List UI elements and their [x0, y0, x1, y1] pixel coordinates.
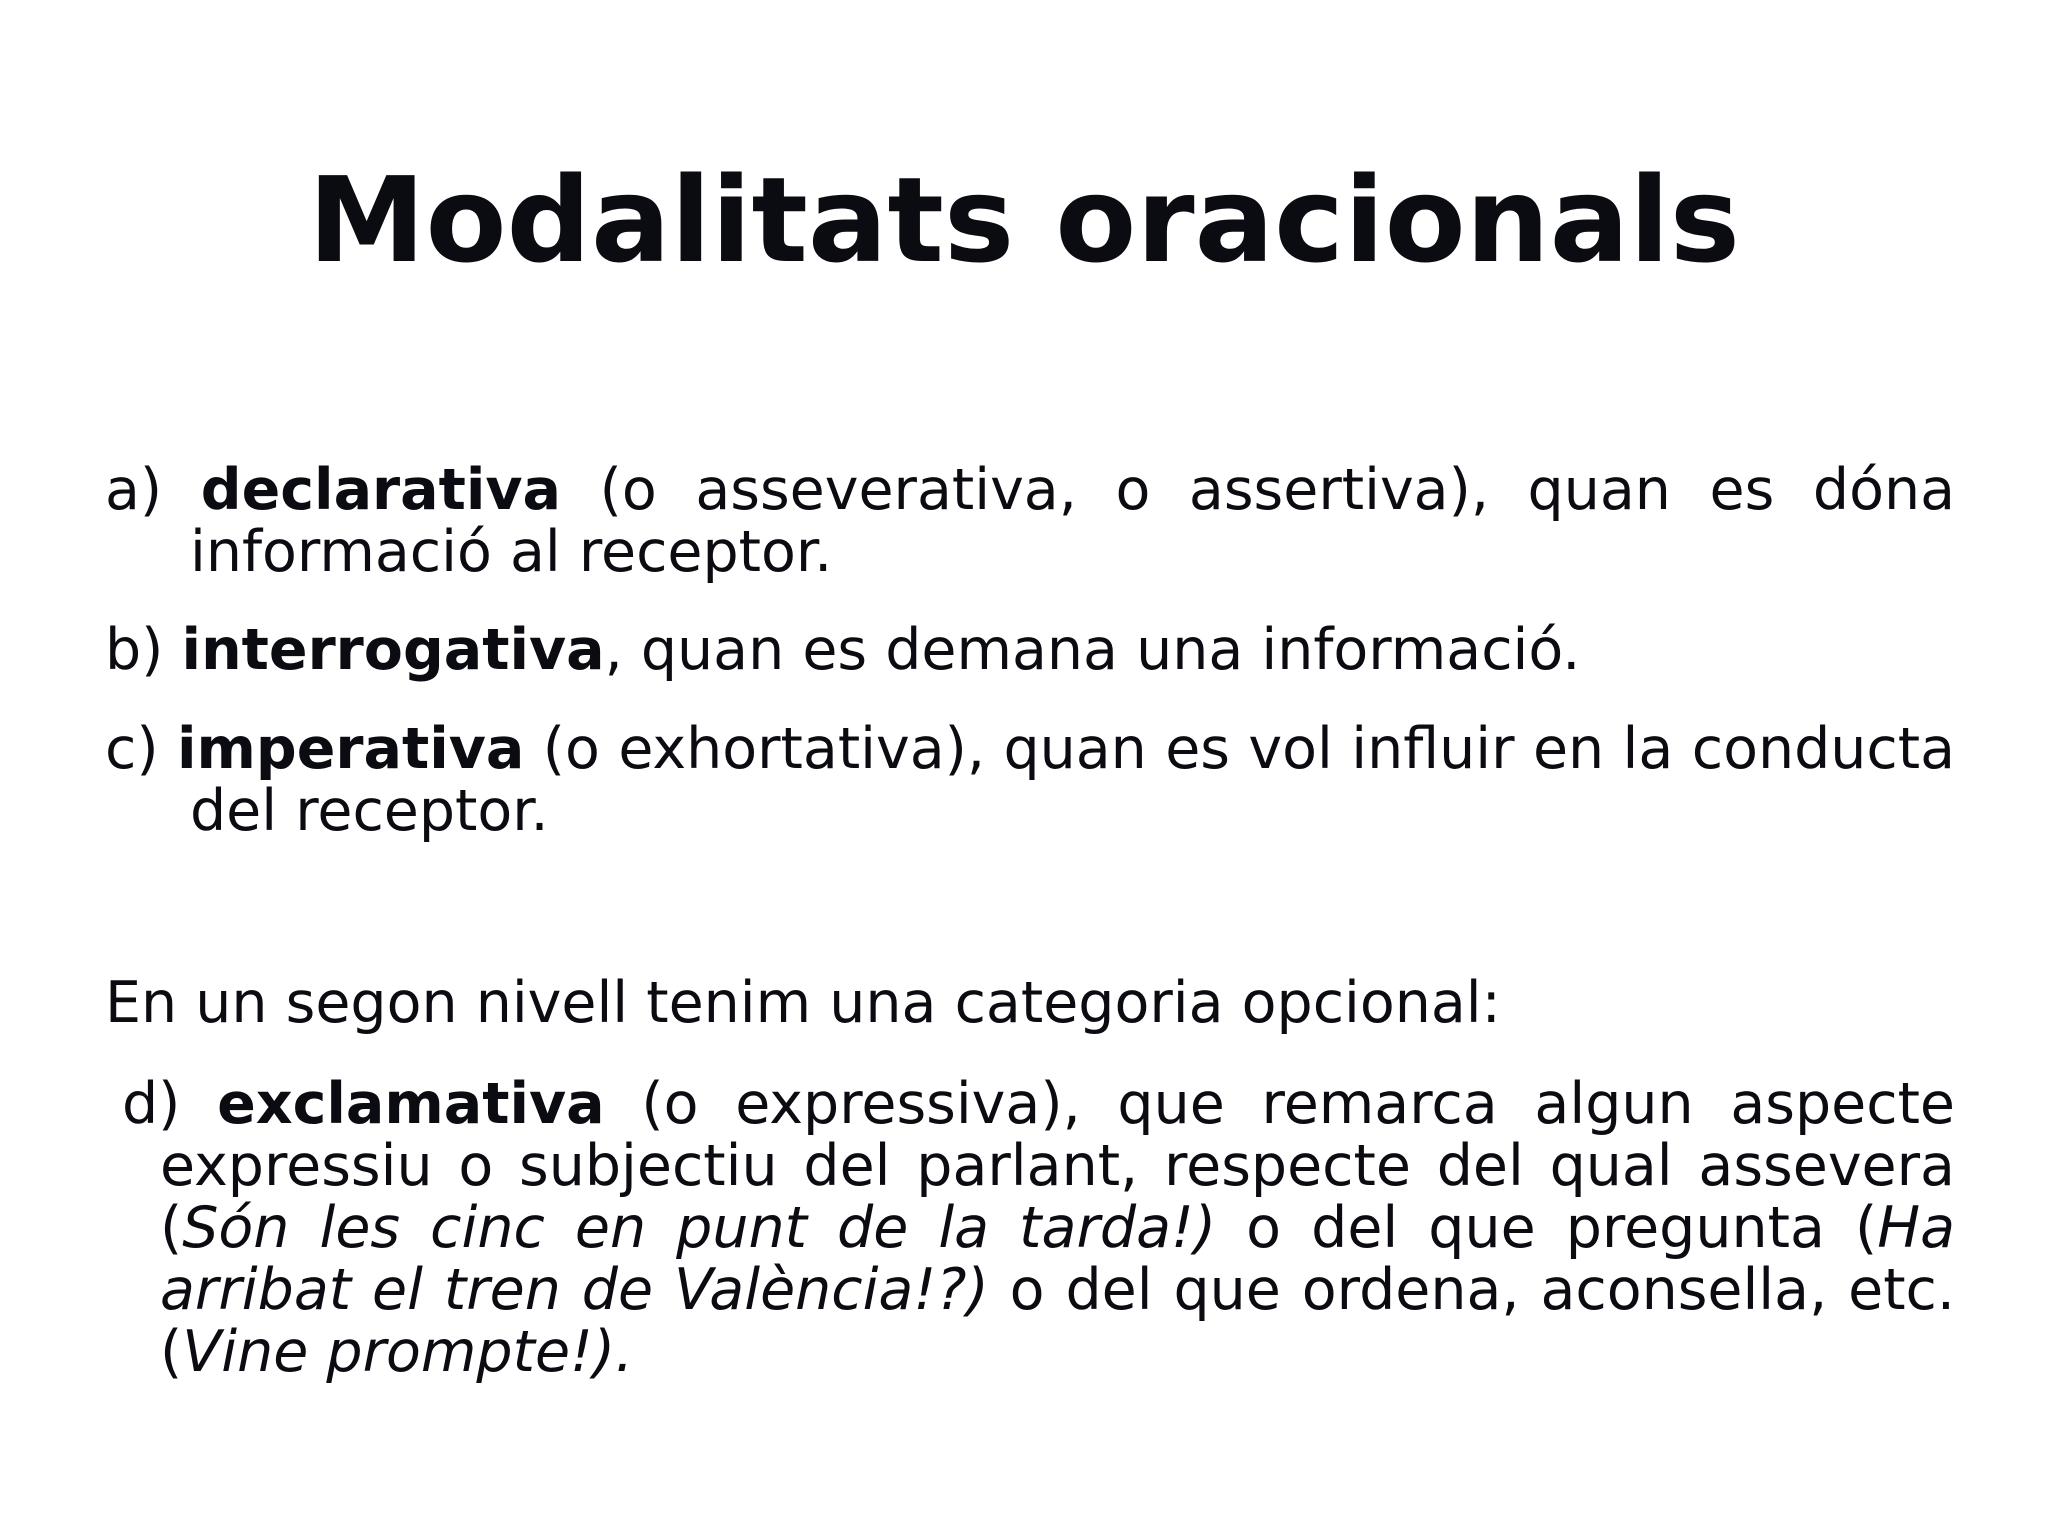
item-description-part-1: (o expressiva), que remarca algun aspecte expressiu o subjectiu del parlant, respecte del qual assevera ( [160, 1071, 1955, 1261]
example-3: Vine prompte!). [182, 1319, 634, 1385]
slide-title: Modalitats oracionals [308, 151, 1740, 289]
intro-paragraph: En un segon nivell tenim una categoria opcional: [105, 970, 1501, 1036]
item-description: (o exhortativa), quan es vol influir en la conducta del receptor. [190, 716, 1955, 844]
list-item-interrogativa [105, 619, 1955, 681]
item-description: (o asseverativa, o assertiva), quan es dóna informació al receptor. [190, 457, 1955, 585]
item-marker: d) [122, 1071, 181, 1137]
item-description: , quan es demana una informació. [604, 617, 1581, 683]
item-keyword: exclamativa [217, 1071, 605, 1137]
list-item-declarativa [105, 459, 1955, 583]
item-keyword: interrogativa [181, 617, 605, 683]
list-item-exclamativa [122, 1073, 1955, 1383]
item-marker: a) [105, 457, 163, 523]
item-keyword: imperativa [177, 716, 525, 782]
item-marker: b) [105, 617, 164, 683]
item-description-part-2: o del que pregunta ( [1216, 1195, 1878, 1261]
item-marker: c) [105, 716, 159, 782]
item-keyword: declarativa [200, 457, 562, 523]
list-item-imperativa [105, 718, 1955, 842]
item-description-part-3: o del que ordena, aconsella, etc. ( [160, 1257, 1955, 1385]
example-1: Són les cinc en punt de la tarda!) [182, 1195, 1217, 1261]
example-2: Ha arribat el tren de València!?) [160, 1195, 1955, 1323]
